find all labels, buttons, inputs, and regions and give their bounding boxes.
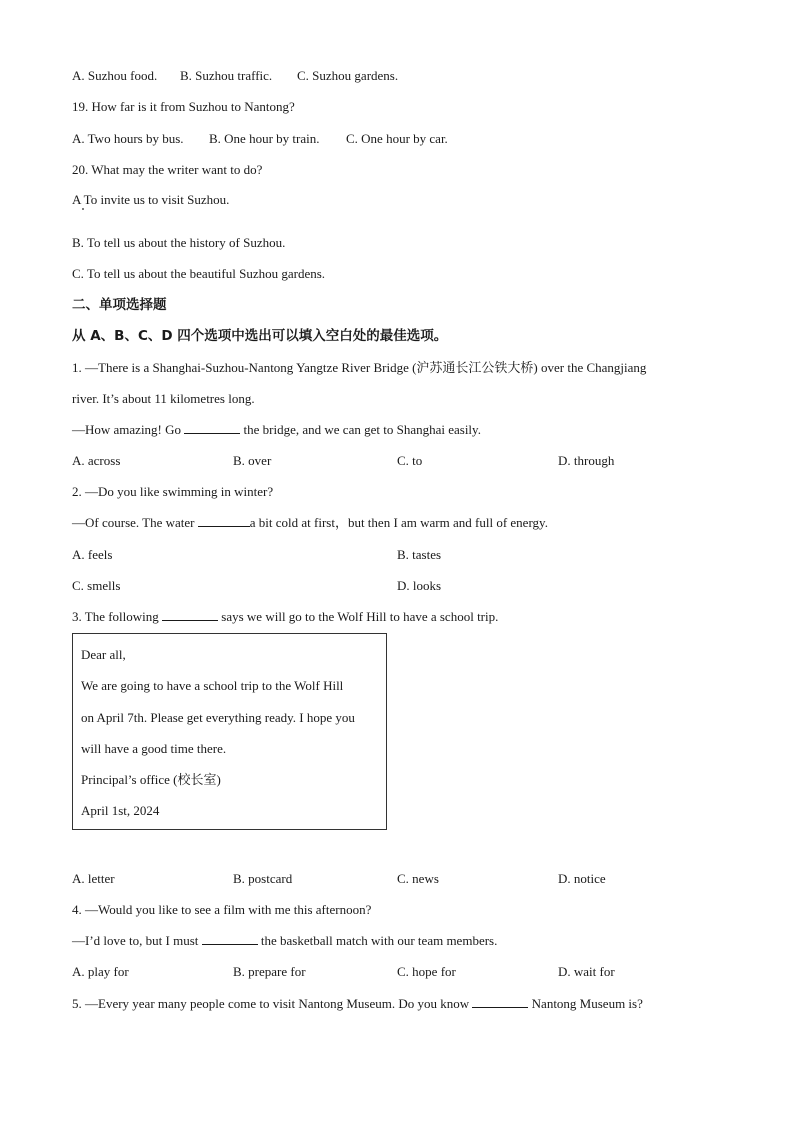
answer-blank[interactable] xyxy=(198,515,250,527)
q3-option-d: D. notice xyxy=(558,871,606,886)
q20-option-a: A To invite us to visit Suzhou. xyxy=(72,192,230,207)
q3-line1 xyxy=(72,609,498,625)
notice-body-line1: We are going to have a school trip to the Wolf Hill xyxy=(81,678,344,693)
q4-option-d: D. wait for xyxy=(558,964,615,979)
q3-line1-pre: 3. The following xyxy=(72,609,159,624)
notice-date: April 1st, 2024 xyxy=(81,803,160,818)
q5-line1 xyxy=(72,996,643,1012)
notice-signature: Principal’s office (校长室) xyxy=(81,772,221,787)
q18-option-c: C. Suzhou gardens. xyxy=(297,68,399,83)
section-title: 二、单项选择题 xyxy=(72,297,167,313)
q3-option-c: C. news xyxy=(397,871,439,886)
answer-blank[interactable] xyxy=(472,996,528,1008)
q4-option-a: A. play for xyxy=(72,964,129,979)
q1-option-b: B. over xyxy=(233,453,272,468)
q1-line1: 1. —There is a Shanghai-Suzhou-Nantong Yangtze River Bridge (沪苏通长江公铁大桥) over the Changjiang xyxy=(72,360,647,375)
notice-body-line3: will have a good time there. xyxy=(81,741,227,756)
q5-line1-pre: 5. —Every year many people come to visit Nantong Museum. Do you know xyxy=(72,996,470,1011)
q5-line1-post: Nantong Museum is? xyxy=(531,996,643,1011)
q4-line1: 4. —Would you like to see a film with me this afternoon? xyxy=(72,902,372,917)
stray-dot xyxy=(82,208,84,210)
q1-line2: river. It’s about 11 kilometres long. xyxy=(72,391,255,406)
answer-blank[interactable] xyxy=(184,422,240,434)
q19-option-b: B. One hour by train. xyxy=(209,131,320,146)
q3-line1-post: says we will go to the Wolf Hill to have a school trip. xyxy=(221,609,499,624)
q1-option-d: D. through xyxy=(558,453,615,468)
answer-blank[interactable] xyxy=(162,609,218,621)
q1-option-c: C. to xyxy=(397,453,423,468)
q4-option-b: B. prepare for xyxy=(233,964,306,979)
q2-option-a: A. feels xyxy=(72,547,113,562)
q1-line3-pre: —How amazing! Go xyxy=(72,422,182,437)
q2-option-d: D. looks xyxy=(397,578,442,593)
q4-option-c: C. hope for xyxy=(397,964,456,979)
q18-option-b: B. Suzhou traffic. xyxy=(180,68,273,83)
q3-option-b: B. postcard xyxy=(233,871,293,886)
q20-option-c: C. To tell us about the beautiful Suzhou gardens. xyxy=(72,266,326,281)
q1-line3-post: the bridge, and we can get to Shanghai easily. xyxy=(243,422,481,437)
q4-line2 xyxy=(72,933,497,949)
q2-line2 xyxy=(72,515,548,531)
q2-line1: 2. —Do you like swimming in winter? xyxy=(72,484,274,499)
q2-line2-post: a bit cold at first，but then I am warm and full of energy. xyxy=(249,515,548,530)
q2-option-b: B. tastes xyxy=(397,547,442,562)
q3-option-a: A. letter xyxy=(72,871,115,886)
q20-option-b: B. To tell us about the history of Suzhou. xyxy=(72,235,286,250)
q19-question: 19. How far is it from Suzhou to Nantong? xyxy=(72,99,295,114)
notice-body-line2: on April 7th. Please get everything ready. I hope you xyxy=(81,710,355,725)
section-instruction: 从 A、B、C、D 四个选项中选出可以填入空白处的最佳选项。 xyxy=(72,328,448,344)
q4-line2-post: the basketball match with our team members. xyxy=(260,933,498,948)
q4-line2-pre: —I’d love to, but I must xyxy=(72,933,199,948)
answer-blank[interactable] xyxy=(202,933,258,945)
q1-line3 xyxy=(72,422,481,438)
notice-greeting: Dear all, xyxy=(81,647,126,662)
q2-option-c: C. smells xyxy=(72,578,121,593)
q1-option-a: A. across xyxy=(72,453,121,468)
q19-option-a: A. Two hours by bus. xyxy=(72,131,184,146)
q19-option-c: C. One hour by car. xyxy=(346,131,448,146)
q2-line2-pre: —Of course. The water xyxy=(72,515,195,530)
notice-box xyxy=(72,633,387,830)
q18-option-a: A. Suzhou food. xyxy=(72,68,158,83)
q20-question: 20. What may the writer want to do? xyxy=(72,162,263,177)
